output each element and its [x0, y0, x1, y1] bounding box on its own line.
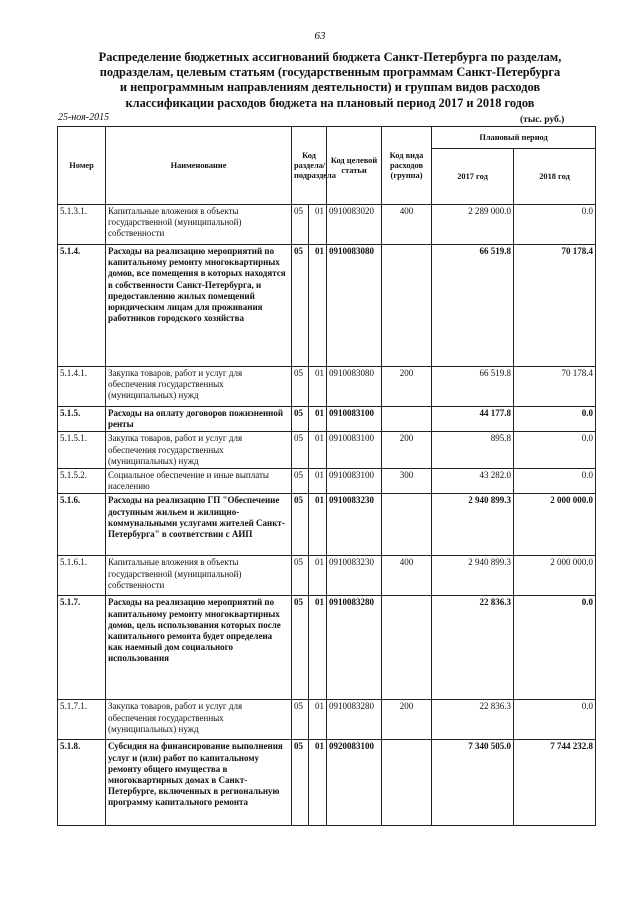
row-subsection-code: 01 — [309, 205, 327, 245]
row-number: 5.1.7.1. — [58, 700, 106, 740]
row-subsection-code: 01 — [309, 469, 327, 494]
row-group-code — [382, 245, 432, 367]
row-amount-2017: 66 519.8 — [432, 367, 514, 407]
header-group: Код вида расходов (группа) — [382, 127, 432, 205]
title-line: подразделам, целевым статьям (государственным программам Санкт-Петербурга — [99, 65, 561, 80]
table-row — [58, 556, 596, 596]
row-subsection-code: 01 — [309, 432, 327, 469]
row-target-code: 0910083100 — [327, 432, 382, 469]
row-target-code: 0910083080 — [327, 245, 382, 367]
row-name: Расходы на реализацию мероприятий по капитальному ремонту многоквартирных домов, все помещения в которых находятся в собственности Санкт-Петербурга, и предоставлению жилых помещений юридическим лицам для проживания работников городского хозяйства — [106, 245, 292, 367]
row-section-code: 05 — [292, 407, 309, 432]
row-subsection-code: 01 — [309, 740, 327, 826]
row-number: 5.1.5.2. — [58, 469, 106, 494]
page-number: 63 — [314, 30, 326, 42]
row-section-code: 05 — [292, 494, 309, 556]
units-label: (тыс. руб.) — [520, 115, 565, 125]
row-amount-2018: 0.0 — [514, 469, 596, 494]
row-amount-2018: 0.0 — [514, 205, 596, 245]
row-number: 5.1.3.1. — [58, 205, 106, 245]
row-target-code: 0920083100 — [327, 740, 382, 826]
row-amount-2018: 70 178.4 — [514, 245, 596, 367]
table-row — [58, 432, 596, 469]
row-amount-2017: 44 177.8 — [432, 407, 514, 432]
table-row — [58, 367, 596, 407]
title-line: и непрограммным направлениям деятельности) и группам видов расходов — [119, 80, 541, 95]
row-amount-2017: 66 519.8 — [432, 245, 514, 367]
row-name: Субсидия на финансирование выполнения услуг и (или) работ по капитальному ремонту общего имущества в многоквартирных домах в Санкт-Петербурге, включенных в региональную программу капитального ремонта — [106, 740, 292, 826]
row-amount-2017: 22 836.3 — [432, 700, 514, 740]
header-section: Код раздела/ подраздела — [292, 127, 327, 205]
row-subsection-code: 01 — [309, 245, 327, 367]
row-number: 5.1.5.1. — [58, 432, 106, 469]
row-target-code: 0910083280 — [327, 700, 382, 740]
table-row — [58, 469, 596, 494]
row-group-code: 400 — [382, 556, 432, 596]
row-group-code — [382, 494, 432, 556]
row-number: 5.1.4.1. — [58, 367, 106, 407]
row-amount-2018: 0.0 — [514, 432, 596, 469]
row-amount-2017: 43 282.0 — [432, 469, 514, 494]
row-number: 5.1.8. — [58, 740, 106, 826]
header-2017: 2017 год — [432, 149, 514, 205]
header-target: Код целевой статьи — [327, 127, 382, 205]
row-amount-2018: 7 744 232.8 — [514, 740, 596, 826]
header-planned-period: Плановый период — [432, 127, 596, 149]
table-row — [58, 245, 596, 367]
row-number: 5.1.4. — [58, 245, 106, 367]
row-subsection-code: 01 — [309, 367, 327, 407]
row-amount-2017: 2 940 899.3 — [432, 494, 514, 556]
row-name: Расходы на реализацию мероприятий по капитальному ремонту многоквартирных домов, цель использования которых после капитального ремонта будет определена как наемный дом социального использования — [106, 596, 292, 700]
row-number: 5.1.7. — [58, 596, 106, 700]
row-subsection-code: 01 — [309, 407, 327, 432]
row-name: Закупка товаров, работ и услуг для обеспечения государственных (муниципальных) нужд — [106, 700, 292, 740]
title-line: классификации расходов бюджета на плановый период 2017 и 2018 годов — [125, 95, 535, 110]
row-group-code — [382, 740, 432, 826]
row-target-code: 0910083100 — [327, 407, 382, 432]
row-group-code: 300 — [382, 469, 432, 494]
row-group-code — [382, 596, 432, 700]
document-date: 25-ноя-2015 — [58, 112, 110, 123]
row-amount-2017: 22 836.3 — [432, 596, 514, 700]
table-row — [58, 205, 596, 245]
row-target-code: 0910083280 — [327, 596, 382, 700]
row-section-code: 05 — [292, 700, 309, 740]
row-amount-2017: 2 289 000.0 — [432, 205, 514, 245]
row-amount-2018: 70 178.4 — [514, 367, 596, 407]
row-target-code: 0910083020 — [327, 205, 382, 245]
row-number: 5.1.6.1. — [58, 556, 106, 596]
row-subsection-code: 01 — [309, 700, 327, 740]
row-group-code: 400 — [382, 205, 432, 245]
row-group-code — [382, 407, 432, 432]
row-amount-2018: 2 000 000.0 — [514, 494, 596, 556]
row-amount-2018: 0.0 — [514, 596, 596, 700]
row-name: Капитальные вложения в объекты государственной (муниципальной) собственности — [106, 205, 292, 245]
row-amount-2017: 7 340 505.0 — [432, 740, 514, 826]
table-row — [58, 596, 596, 700]
row-name: Расходы на оплату договоров пожизненной ренты — [106, 407, 292, 432]
row-name: Расходы на реализацию ГП "Обеспечение доступным жильем и жилищно-коммунальными услугами жителей Санкт-Петербурга" в соответствии с АИП — [106, 494, 292, 556]
row-number: 5.1.5. — [58, 407, 106, 432]
row-target-code: 0910083230 — [327, 556, 382, 596]
title-line: Распределение бюджетных ассигнований бюджета Санкт-Петербурга по разделам, — [98, 50, 562, 64]
budget-table — [57, 126, 596, 826]
row-subsection-code: 01 — [309, 596, 327, 700]
document-title — [60, 50, 600, 111]
table-row — [58, 407, 596, 432]
row-group-code: 200 — [382, 432, 432, 469]
row-target-code: 0910083100 — [327, 469, 382, 494]
row-section-code: 05 — [292, 245, 309, 367]
row-amount-2018: 0.0 — [514, 407, 596, 432]
row-name: Капитальные вложения в объекты государственной (муниципальной) собственности — [106, 556, 292, 596]
row-group-code: 200 — [382, 700, 432, 740]
table-row — [58, 494, 596, 556]
header-name: Наименование — [106, 127, 292, 205]
row-name: Закупка товаров, работ и услуг для обеспечения государственных (муниципальных) нужд — [106, 432, 292, 469]
header-number: Номер — [58, 127, 106, 205]
row-amount-2018: 2 000 000.0 — [514, 556, 596, 596]
header-2018: 2018 год — [514, 149, 596, 205]
row-number: 5.1.6. — [58, 494, 106, 556]
row-section-code: 05 — [292, 740, 309, 826]
row-section-code: 05 — [292, 205, 309, 245]
row-section-code: 05 — [292, 432, 309, 469]
row-amount-2017: 2 940 899.3 — [432, 556, 514, 596]
row-section-code: 05 — [292, 367, 309, 407]
row-section-code: 05 — [292, 469, 309, 494]
table-row — [58, 700, 596, 740]
row-group-code: 200 — [382, 367, 432, 407]
row-name: Социальное обеспечение и иные выплаты населению — [106, 469, 292, 494]
row-section-code: 05 — [292, 556, 309, 596]
row-amount-2017: 895.8 — [432, 432, 514, 469]
table-row — [58, 740, 596, 826]
row-name: Закупка товаров, работ и услуг для обеспечения государственных (муниципальных) нужд — [106, 367, 292, 407]
row-target-code: 0910083230 — [327, 494, 382, 556]
row-target-code: 0910083080 — [327, 367, 382, 407]
row-subsection-code: 01 — [309, 494, 327, 556]
row-amount-2018: 0.0 — [514, 700, 596, 740]
row-section-code: 05 — [292, 596, 309, 700]
row-subsection-code: 01 — [309, 556, 327, 596]
